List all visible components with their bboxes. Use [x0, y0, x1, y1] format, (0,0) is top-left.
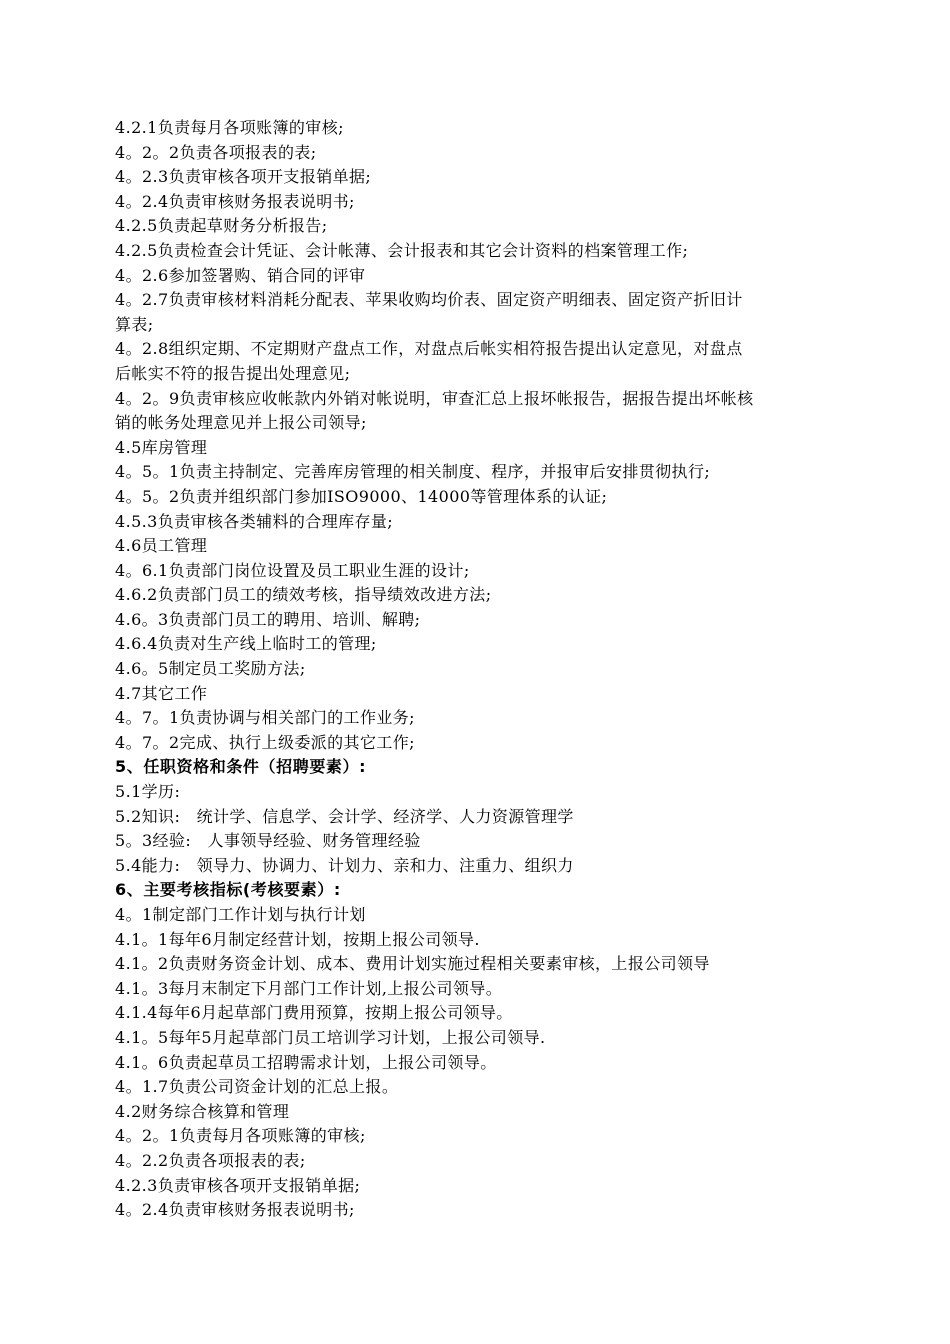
text-line: 4。7。2完成、执行上级委派的其它工作;	[115, 732, 415, 752]
text-line: 4.7其它工作	[115, 683, 208, 703]
text-line: 4.2.1负责每月各项账簿的审核;	[115, 118, 344, 137]
text-line: 4.1.4每年6月起草部门费用预算，按期上报公司领导。	[115, 1003, 513, 1023]
text-line: 4.5库房管理	[115, 437, 208, 457]
text-line: 4。1制定部门工作计划与执行计划	[115, 905, 366, 924]
text-line: 算表;	[115, 314, 154, 334]
text-line: 4.2.5负责检查会计凭证、会计帐薄、会计报表和其它会计资料的档案管理工作;	[115, 240, 689, 260]
text-line: 4.1。2负责财务资金计划、成本、费用计划实施过程相关要素审核，上报公司领导	[115, 954, 710, 974]
text-line: 5.4能力: 领导力、协调力、计划力、亲和力、注重力、组织力	[115, 855, 574, 875]
text-line: 4.5.3负责审核各类辅料的合理库存量;	[115, 511, 394, 531]
text-line: 4。2.4负责审核财务报表说明书;	[115, 191, 355, 211]
text-line: 4。2。1负责每月各项账簿的审核;	[115, 1126, 366, 1146]
text-line: 4。2。9负责审核应收帐款内外销对帐说明，审查汇总上报坏帐报告，据报告提出坏帐核	[115, 388, 754, 408]
text-line: 4.2.3负责审核各项开支报销单据;	[115, 1175, 361, 1195]
text-line: 销的帐务处理意见并上报公司领导;	[115, 413, 367, 433]
text-line: 4。5。1负责主持制定、完善库房管理的相关制度、程序，并报审后安排贯彻执行;	[115, 462, 711, 482]
text-line: 4。2。2负责各项报表的表;	[115, 142, 317, 162]
text-line: 5.1学历:	[115, 782, 181, 802]
text-line: 4.6。3负责部门员工的聘用、培训、解聘;	[115, 609, 421, 629]
text-line: 5.2知识: 统计学、信息学、会计学、经济学、人力资源管理学	[115, 806, 574, 826]
text-line: 4.2.5负责起草财务分析报告;	[115, 216, 328, 236]
text-line: 4.2财务综合核算和管理	[115, 1101, 290, 1121]
section-heading: 5、任职资格和条件（招聘要素）:	[115, 757, 367, 777]
text-line: 4.1。3每月末制定下月部门工作计划,上报公司领导。	[115, 978, 503, 998]
text-line: 4。6.1负责部门岗位设置及员工职业生涯的设计;	[115, 560, 470, 580]
section-heading: 6、主要考核指标(考核要素）:	[115, 880, 341, 900]
text-line: 4.1。5每年5月起草部门员工培训学习计划，上报公司领导.	[115, 1027, 546, 1047]
text-line: 4。5。2负责并组织部门参加ISO9000、14000等管理体系的认证;	[115, 486, 608, 506]
text-line: 4.6.2负责部门员工的绩效考核，指导绩效改进方法;	[115, 585, 492, 605]
text-line: 5。3经验: 人事领导经验、财务管理经验	[115, 831, 421, 851]
text-line: 4。2.3负责审核各项开支报销单据;	[115, 167, 372, 187]
text-line: 4。2.4负责审核财务报表说明书;	[115, 1200, 355, 1220]
text-line: 4。2.8组织定期、不定期财产盘点工作，对盘点后帐实相符报告提出认定意见，对盘点	[115, 339, 743, 359]
document-page	[115, 116, 875, 1223]
text-line: 4.1。1每年6月制定经营计划，按期上报公司领导.	[115, 929, 480, 949]
text-line: 4.6。5制定员工奖励方法;	[115, 659, 306, 679]
text-line: 4。2.7负责审核材料消耗分配表、苹果收购均价表、固定资产明细表、固定资产折旧计	[115, 290, 743, 310]
text-line: 后帐实不符的报告提出处理意见;	[115, 363, 351, 383]
text-line: 4.6员工管理	[115, 536, 208, 556]
text-line: 4.1。6负责起草员工招聘需求计划，上报公司领导。	[115, 1052, 497, 1072]
text-line: 4。2.6参加签署购、销合同的评审	[115, 265, 366, 285]
text-line: 4.6.4负责对生产线上临时工的管理;	[115, 634, 377, 654]
text-line: 4。1.7负责公司资金计划的汇总上报。	[115, 1077, 399, 1097]
text-line: 4。7。1负责协调与相关部门的工作业务;	[115, 708, 415, 728]
text-line: 4。2.2负责各项报表的表;	[115, 1150, 306, 1170]
